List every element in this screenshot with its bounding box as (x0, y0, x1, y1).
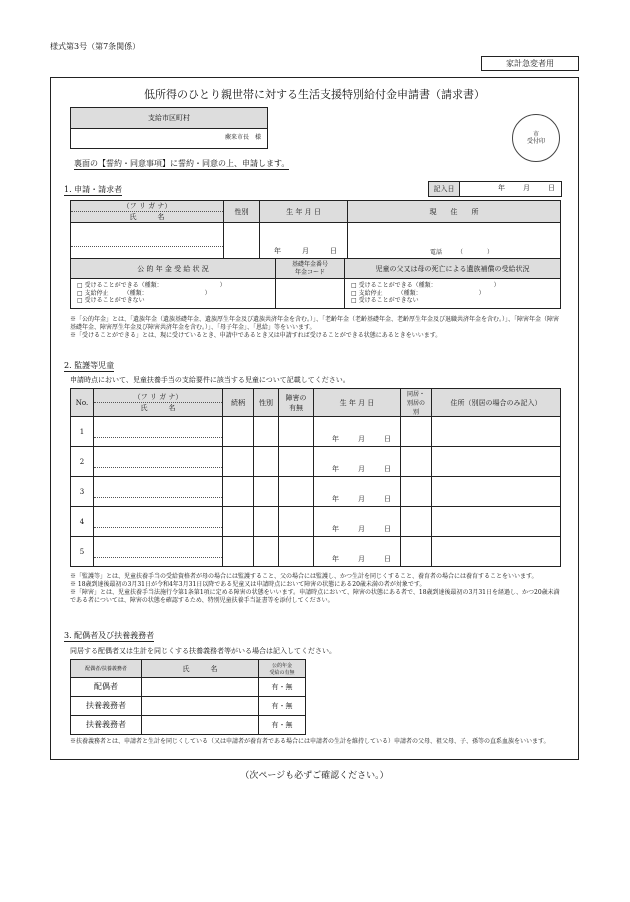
col-child-name: （フ リ ガ ナ） 氏 名 (94, 389, 223, 417)
applicant-name-field[interactable] (71, 223, 224, 259)
col-birth: 生 年 月 日 (314, 389, 401, 417)
children-table (70, 388, 561, 567)
page-title: 低所得のひとり親世帯に対する生活支援特別給付金申請書（請求書） (144, 88, 485, 101)
child-name-field[interactable] (94, 417, 223, 447)
recipient-label: 支給市区町村 (71, 108, 267, 129)
pension-yes-no[interactable]: 有・無 (259, 697, 306, 716)
footer-note: （次ページも必ずご確認ください。） (240, 771, 389, 781)
col-relation: 続柄 (223, 389, 254, 417)
child-name-field[interactable] (94, 537, 223, 567)
table-row: 2 年 月 日 (71, 447, 561, 477)
table-row: 1 年 月 日 (71, 417, 561, 447)
applicant-birth-field[interactable]: 年 月 日 (260, 223, 348, 259)
bereaved-status-header: 児童の父又は母の死亡による遺族補償の受給状況 (345, 259, 561, 279)
col-gender: 性別 (254, 389, 279, 417)
date-unit-year: 年 (498, 184, 505, 192)
applicant-name-header: （フ リ ガ ナ） 氏 名 (71, 201, 224, 223)
applicant-gender-field[interactable] (224, 223, 260, 259)
col-spouse-type: 配偶者/扶養義務者 (71, 660, 142, 678)
dependent-name-field[interactable] (142, 697, 259, 716)
table-row: 4 年 月 日 (71, 507, 561, 537)
recipient-box (70, 107, 268, 149)
section3-intro: 同居する配偶者又は生計を同じくする扶養義務者等がいる場合は記入してください。 (70, 647, 336, 655)
child-name-field[interactable] (94, 447, 223, 477)
applicant-table (70, 200, 561, 259)
pension-status-header: 公 的 年 金 受 給 状 況 (71, 259, 276, 279)
table-row: 配偶者 有・無 (71, 678, 306, 697)
address-header: 現 住 所 (348, 201, 561, 223)
table-row: 3 年 月 日 (71, 477, 561, 507)
table-row: 5 年 月 日 (71, 537, 561, 567)
birth-header: 生 年 月 日 (260, 201, 348, 223)
gender-header: 性別 (224, 201, 260, 223)
date-unit-month: 月 (523, 184, 530, 192)
section1-notes: ※「公的年金」とは、「遺族年金（遺族基礎年金、遺族厚生年金及び遺族共済年金を含む。）」、「老齢年金（老齢基礎年金、老齢厚生年金及び退職共済年金を含む。）」、「障害年金（障害基礎年金、障害厚生年金及び障害共済年金を含む。）」、「母子年金」、「恩給」等をいいます。 ※「受けることができる」とは、現に受けているとき、申請中であるとき又は申請すれば受けることができる状態にあるときをいいます。 (70, 316, 560, 340)
pension-code-field[interactable] (276, 279, 345, 309)
form-number: 様式第3号（第7条関係） (50, 42, 141, 51)
col-spouse-name: 氏 名 (142, 660, 259, 678)
pension-yes-no[interactable]: 有・無 (259, 716, 306, 735)
spouse-name-field[interactable] (142, 678, 259, 697)
date-unit-day: 日 (548, 184, 555, 192)
col-cohabit: 同居・ 別居の 別 (401, 389, 432, 417)
bereaved-options[interactable]: □ 受けることができる（種類： ） □ 支給停止 （種類： ） □ 受けることができない (345, 279, 561, 309)
section3-note: ※扶養義務者とは、申請者と生計を同じくしている（又は申請者が養育者である場合には申請者の生計を維持している）申請者の父母、祖父母、子、孫等の直系血族をいいます。 (70, 738, 550, 745)
pension-table (70, 258, 561, 309)
table-row: 扶養義務者 有・無 (71, 716, 306, 735)
col-child-address: 住所（別居の場合のみ記入） (432, 389, 561, 417)
pension-yes-no[interactable]: 有・無 (259, 678, 306, 697)
col-spouse-pension: 公的年金 受給の有無 (259, 660, 306, 678)
child-name-field[interactable] (94, 477, 223, 507)
pension-code-header: 基礎年金番号 年金コード (276, 259, 345, 279)
col-disability: 障害の 有無 (279, 389, 314, 417)
mayor-addressee: 蕨来市長 様 (224, 134, 261, 141)
phone-label: 電話 （ ） (430, 248, 494, 256)
section2-title: 2. 監護等児童 (64, 361, 115, 370)
col-no: No. (71, 389, 94, 417)
spouse-table (70, 659, 306, 735)
section1-title: 1. 申請・請求者 (64, 185, 123, 194)
applicant-address-field[interactable] (348, 223, 561, 259)
entry-date-label: 記入日 (428, 181, 460, 197)
child-name-field[interactable] (94, 507, 223, 537)
form-type-tag: 家計急変者用 (481, 56, 579, 71)
agreement-text: 裏面の【誓約・同意事項】に誓約・同意の上、申請します。 (74, 159, 290, 168)
reception-stamp: 市 受付印 (512, 114, 560, 162)
table-row: 扶養義務者 有・無 (71, 697, 306, 716)
entry-date-field[interactable] (458, 181, 562, 197)
dependent-name-field[interactable] (142, 716, 259, 735)
pension-options[interactable]: □ 受けることができる（種類： ） □ 支給停止 （種類： ） □ 受けることができない (71, 279, 276, 309)
section2-notes: ※「監護等」とは、児童扶養手当の受給資格者が母の場合には監護すること、父の場合には監護し、かつ生計を同じくすること、養育者の場合には養育することをいいます。 ※ 18歳到達後最初の3月31日が令和4年3月31日以降である児童又は申請時点において障害の状態にある20歳未満の者が対象です。 ※「障害」とは、児童扶養手当法施行令第1条第1項に定める障害の状態をいいます。申請時点において、障害の状態にある者で、18歳到達後最初の3月31日を経過し、かつ20歳未満である者については、障害の状態を確認するため、特別児童扶養手当証書等を添付してください。 (70, 573, 560, 605)
section3-title: 3. 配偶者及び扶養義務者 (64, 631, 155, 640)
section2-intro: 申請時点において、児童扶養手当の支給要件に該当する児童について記載してください。 (70, 376, 350, 384)
